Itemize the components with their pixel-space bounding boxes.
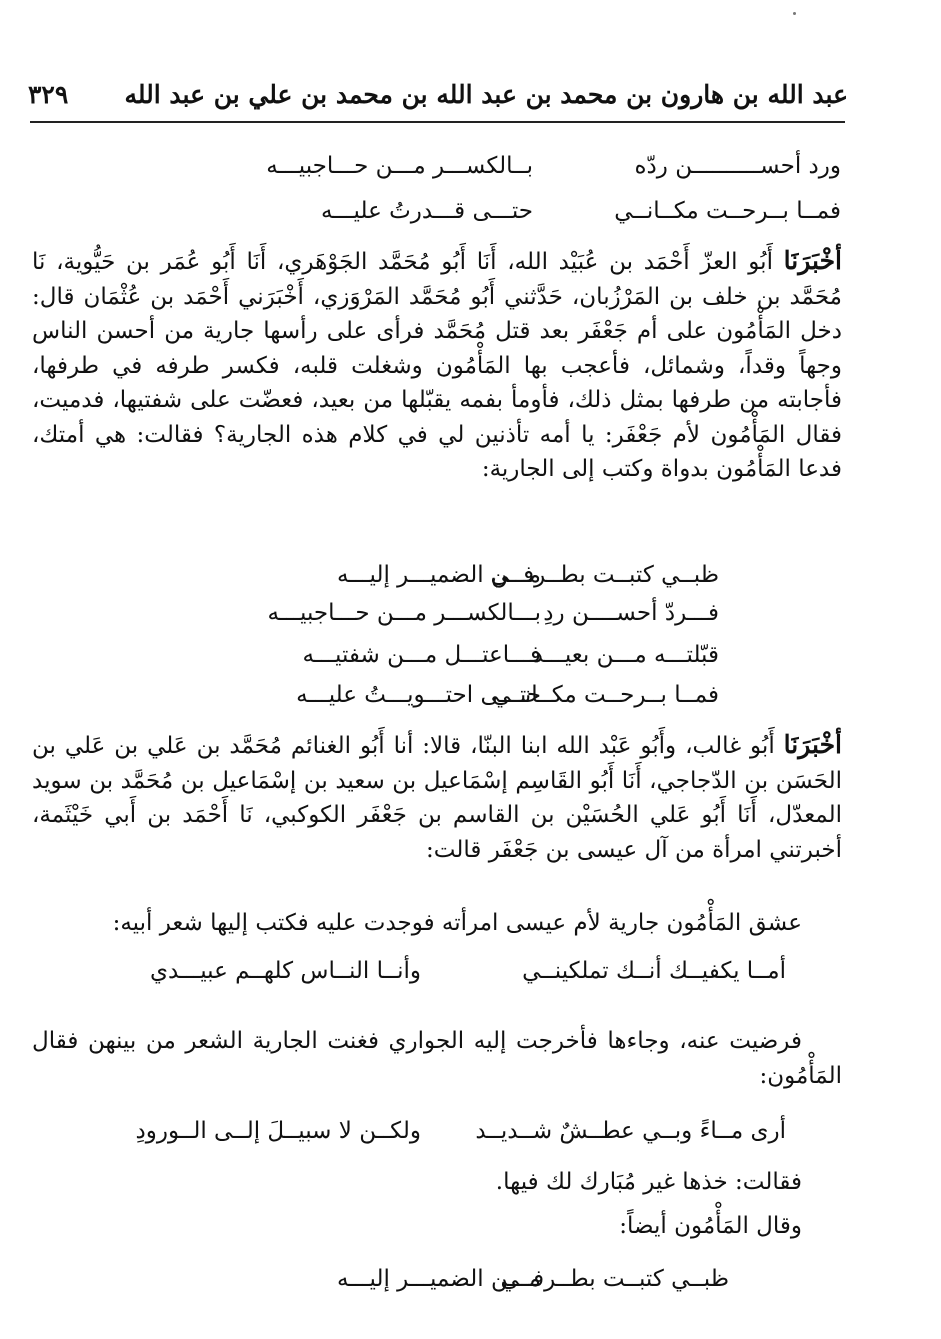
poem3-line1-hemistich2: وأنــا النــاس كلهــم عبيـــدي [149,958,421,984]
poem1-line2-hemistich2: حتـــى قـــدرتُ عليـــه [320,198,533,224]
page-number: ٣٢٩ [28,80,69,109]
paragraph-text: أَبُو العزّ أَحْمَد بن عُبَيْد الله، أَنَا أَبُو مُحَمَّد الجَوْهَري، أَنَا أَبُو عُمَر بن حَيُّوية، نَا مُحَمَّد بن خلف بن المَرْزُبان، حَدَّثني أَبُو مُحَمَّد المَرْوَزي، أَخْبَرَني أَحْمَد بن عُثْمَان قال: دخل المَأْمُون على أم جَعْفَر بعد قتل مُحَمَّد فرأى على رأسها جارية من أحسن الناس وجهاً وقداً، وشمائل، فأعجب بها المَأْمُون وشغلت قلبه، فكسر طرفه في طرفها، فأجابته من طرفها بمثل ذلك، فأومأ بفمه يقبّلها من بعيد، فعضّت على شفتيها، فدميت، فقال المَأْمُون لأم جَعْفَر: يا أمه تأذنين لي في كلام هذه الجارية؟ فقالت: هي أمتك، فدعا المَأْمُون بدواة وكتب إلى الجارية: [32,249,842,482]
poem4-line1-hemistich1: أرى مــاءً وبــي عطــشٌ شــديــد [475,1118,786,1144]
header-rule [30,121,845,123]
narration-paragraph-2 [32,728,842,867]
poem1-line1-hemistich2: بــالكســـر مـــن حـــاجبيـــه [266,153,533,179]
poem2-line2-hemistich1: فـــردّ أحســــن ردِ [543,600,719,626]
poem5-line1-hemistich1: ظبــي كتبــت بطــرفــي [500,1266,729,1292]
poem2-line1-hemistich1: ظبــي كتبــت بطــرفــي [490,562,719,588]
narration-paragraph-3: عشق المَأْمُون جارية لأم عيسى امرأته فوجدت عليه فكتب إليها شعر أبيه: [112,910,802,936]
narration-paragraph-6: وقال المَأْمُون أيضاً: [619,1213,802,1239]
akhbarana-lead: أخْبَرَنَا [783,246,842,275]
akhbarana-lead: أخْبَرَنَا [783,730,842,759]
scan-speck [793,12,796,15]
narration-paragraph-4: فرضيت عنه، وجاءها فأخرجت إليه الجواري فغنت الجارية الشعر من بينهن فقال المَأْمُون: [32,1028,842,1089]
poem2-line2-hemistich2: بـــالكســـر مـــن حـــاجبيـــه [267,600,541,626]
poem2-line4-hemistich2: حتـــى احتـــويـــتُ عليـــه [296,682,541,708]
poem5-line1-hemistich2: مـــن الضميـــر إليـــه [336,1266,541,1292]
poem1-line2-hemistich1: فمــا بــرحــت مكــانــي [614,198,841,224]
narration-paragraph-1 [32,244,842,487]
poem2-line4-hemistich1: فمــا بــرحــت مكــانــي [492,682,719,708]
poem2-line3-hemistich2: فـــاعتـــل مـــن شفتيـــه [302,642,541,668]
narration-paragraph-5: فقالت: خذها غير مُبَارك لك فيها. [495,1169,802,1195]
page-header [28,78,848,120]
poem1-line1-hemistich1: ورد أحســــــــــن ردّه [634,153,841,179]
poem4-line1-hemistich2: ولكــن لا سبيــلَ إلــى الــورودِ [135,1118,421,1144]
poem2-line3-hemistich1: قبّلتـــه مـــن بعيـــد [532,642,719,668]
paragraph-text: أَبُو غالب، وأَبُو عَبْد الله ابنا البنّا، قالا: أنا أَبُو الغنائم مُحَمَّد بن عَلي بن عَلي بن الحَسَن بن الدّجاجي، أَنَا أَبُو القَاسِم إسْمَاعيل بن سعيد بن إسْمَاعيل بن مُحَمَّد بن سويد المعدّل، أَنَا أَبُو عَلي الحُسَيْن بن القاسم بن جَعْفَر الكوكبي، نَا أَحْمَد بن أَبي خَيْثَمة، أخبرتني امرأة من آل عيسى بن جَعْفَر قالت: [32,733,842,863]
running-title: عبد الله بن هارون بن محمد بن عبد الله بن محمد بن علي بن عبد الله [124,80,848,109]
poem2-line1-hemistich2: مـــن الضميـــر إليـــه [336,562,541,588]
poem3-line1-hemistich1: أمــا يكفيــك أنــك تملكينــي [522,958,786,984]
